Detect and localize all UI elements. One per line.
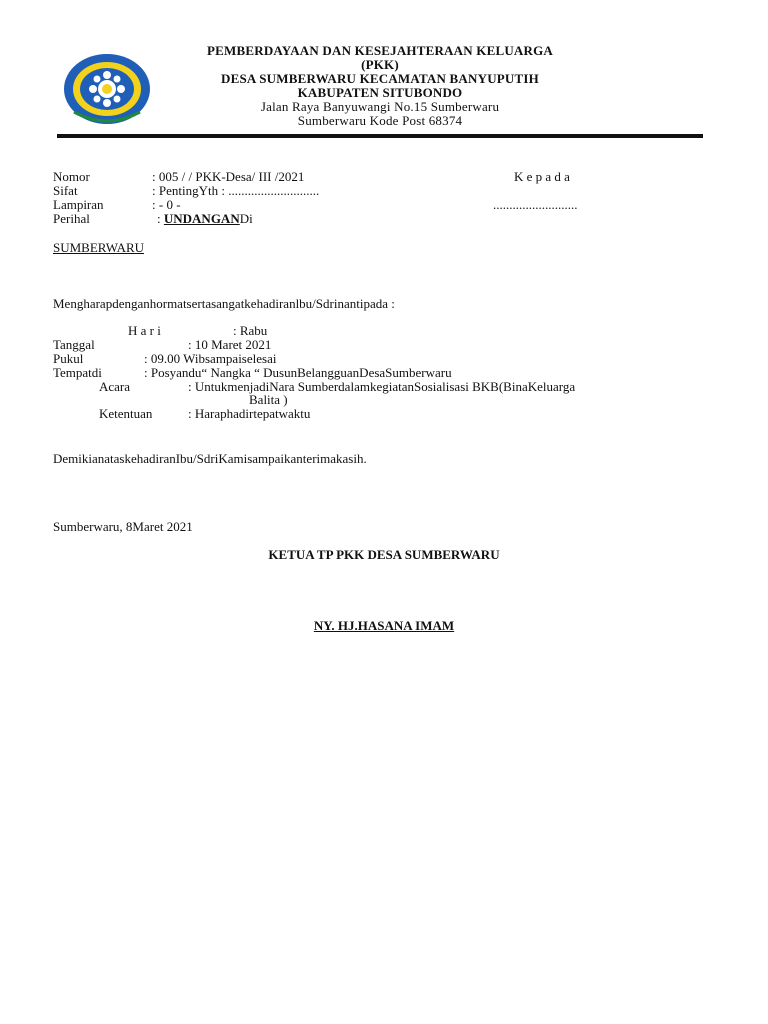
recipient-dots: .......................... [493, 197, 578, 212]
ketentuan-value: : Haraphadirtepatwaktu [188, 406, 311, 421]
lampiran-label: Lampiran [53, 197, 104, 212]
opening-text: Mengharapdenganhormatsertasangatkehadiranlbu/Sdrinantipada : [53, 296, 395, 311]
tanggal-value: : 10 Maret 2021 [188, 337, 272, 352]
tanggal-label: Tanggal [53, 337, 95, 352]
place-date: Sumberwaru, 8Maret 2021 [53, 519, 193, 534]
pukul-value: : 09.00 Wibsampaiselesai [144, 351, 277, 366]
recipient-location: SUMBERWARU [53, 240, 145, 255]
header-postcode: Sumberwaru Kode Post 68374 [297, 113, 463, 128]
pkk-logo [62, 52, 152, 126]
header-desa: DESA SUMBERWARU KECAMATAN BANYUPUTIH [221, 71, 539, 86]
header-address: Jalan Raya Banyuwangi No.15 Sumberwaru [260, 99, 500, 114]
header-org-name: PEMBERDAYAAN DAN KESEJAHTERAAN KELUARGA [207, 43, 553, 58]
header-abbrev: (PKK) [361, 57, 399, 72]
lampiran-value: : - 0 - [152, 197, 181, 212]
nomor-value: : 005 / / PKK-Desa/ III /2021 [152, 169, 305, 184]
perihal-di: Di [239, 211, 253, 226]
header-divider [57, 134, 703, 138]
sifat-value: : PentingYth : ............................ [152, 183, 320, 198]
kepada-label: K e p a d a [514, 169, 570, 184]
acara-label: Acara [99, 379, 131, 394]
hari-label: H a r i [128, 323, 161, 338]
perihal-row [157, 211, 253, 227]
closing-text: DemikianataskehadiranIbu/SdriKamisampaikanterimakasih. [53, 451, 367, 466]
sifat-label: Sifat [53, 183, 78, 198]
signer-title: KETUA TP PKK DESA SUMBERWARU [268, 547, 500, 562]
signer-name: NY. HJ.HASANA IMAM [313, 618, 455, 633]
ketentuan-label: Ketentuan [99, 406, 153, 421]
tempat-value: : Posyandu“ Nangka “ DusunBelangguanDesaSumberwaru [144, 365, 452, 380]
nomor-label: Nomor [53, 169, 90, 184]
tempat-label: Tempatdi [53, 365, 102, 380]
header-kabupaten: KABUPATEN SITUBONDO [297, 85, 463, 100]
perihal-value: UNDANGAN [163, 211, 240, 226]
acara-value: : UntukmenjadiNara SumberdalamkegiatanSosialisasi BKB(BinaKeluarga [188, 379, 576, 394]
perihal-label: Perihal [53, 211, 90, 226]
pukul-label: Pukul [53, 351, 84, 366]
perihal-colon: : [157, 211, 164, 226]
acara-value-cont: Balita ) [249, 392, 288, 407]
hari-value: : Rabu [233, 323, 268, 338]
